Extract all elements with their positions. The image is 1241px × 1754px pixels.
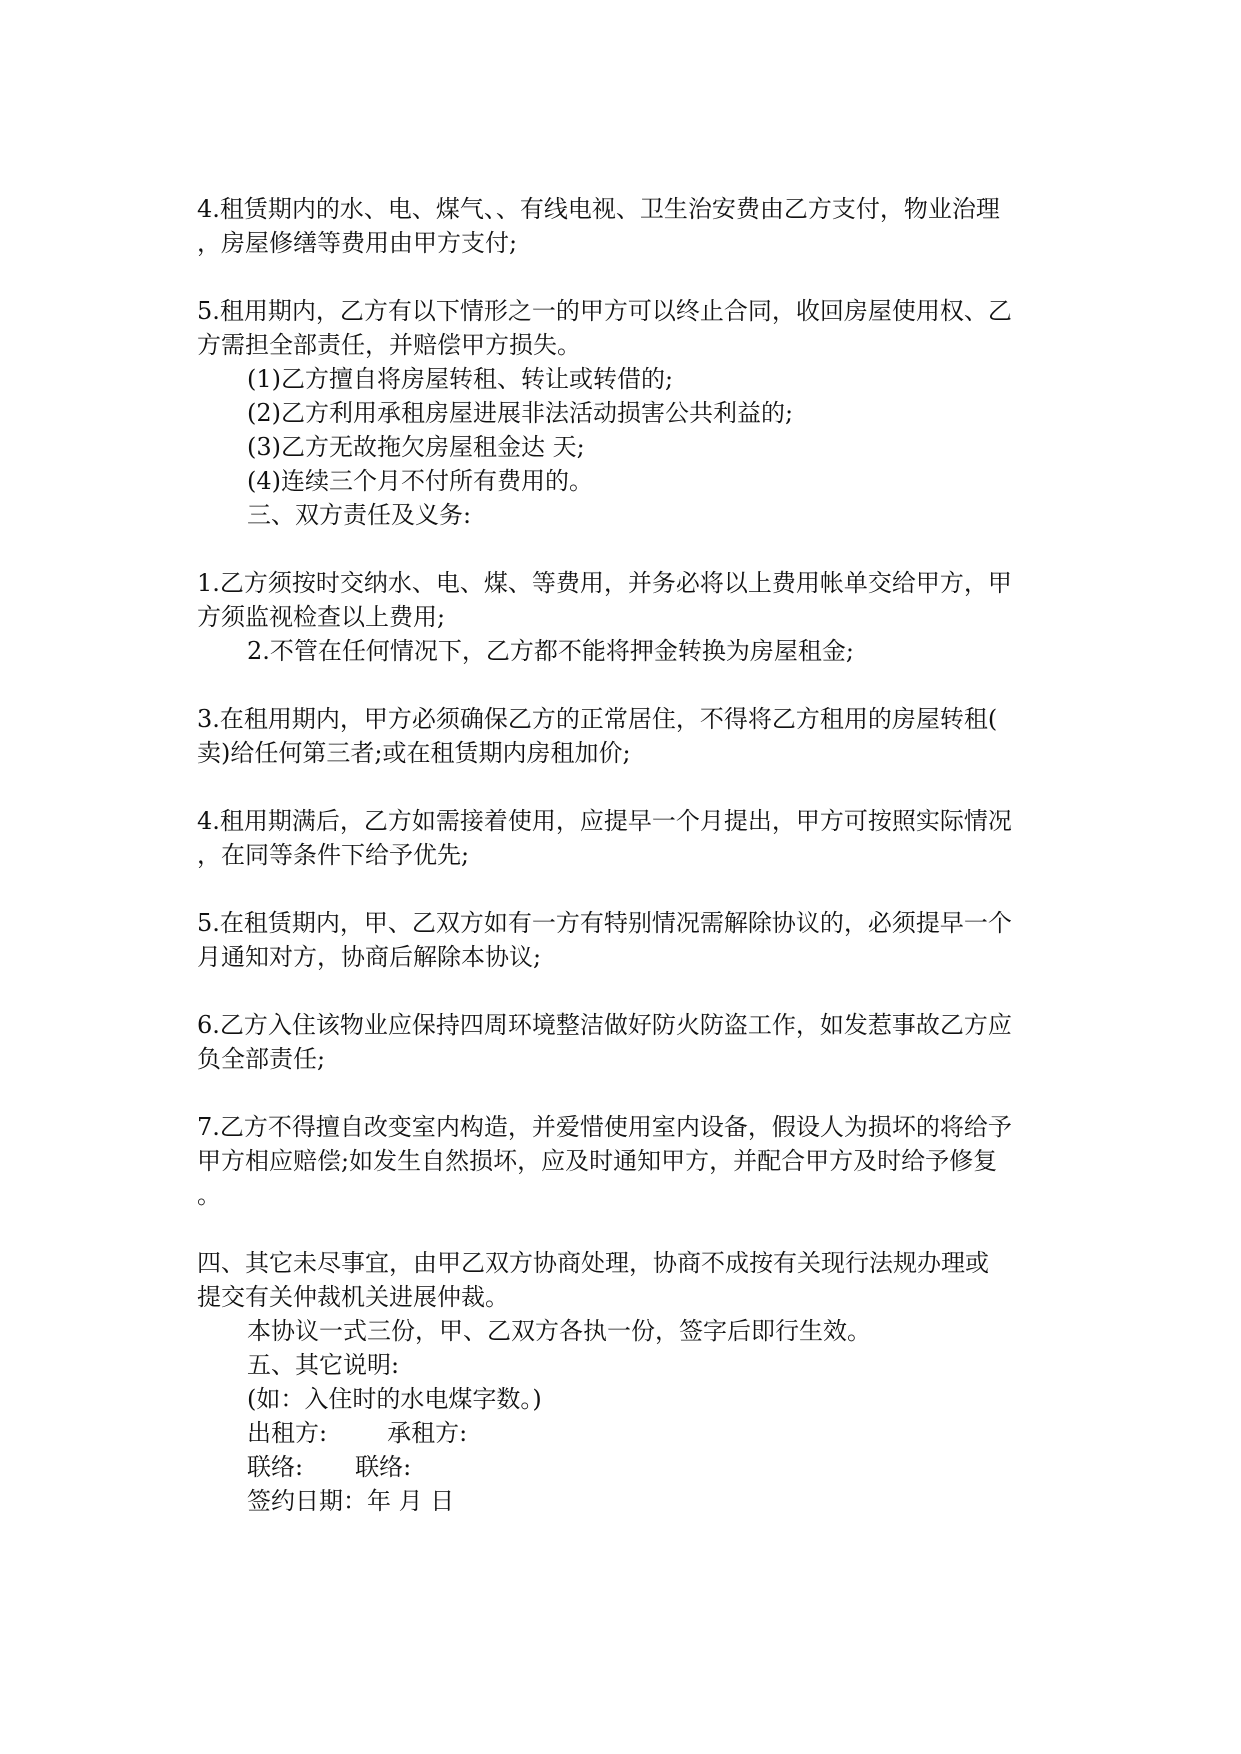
clause-line: ，在同等条件下给予优先; (197, 841, 470, 869)
clause-line: 提交有关仲裁机关进展仲裁。 (197, 1283, 509, 1311)
clause-line: 月通知对方，协商后解除本协议; (197, 943, 542, 971)
duty-1 (197, 566, 1047, 634)
lessor-label: 出租方: (247, 1419, 328, 1447)
list-item: (4)连续三个月不付所有费用的。 (247, 467, 593, 495)
clause-line: 1.乙方须按时交纳水、电、煤、等费用，并务必将以上费用帐单交给甲方，甲 (197, 569, 1012, 597)
closing-block (197, 1314, 1047, 1518)
clause-line: 6.乙方入住该物业应保持四周环境整洁做好防火防盗工作，如发惹事故乙方应 (197, 1011, 1012, 1039)
clause-line: 四、其它未尽事宜，由甲乙双方协商处理，协商不成按有关现行法规办理或 (197, 1249, 989, 1277)
sign-date: 签约日期：年 月 日 (247, 1487, 455, 1515)
signature-parties (247, 1416, 1047, 1450)
clause-5-termination (197, 294, 1047, 362)
clause-line: 卖)给任何第三者;或在租赁期内房租加价; (197, 739, 631, 767)
clause-line: 4.租赁期内的水、电、煤气、、有线电视、卫生治安费由乙方支付，物业治理 (197, 195, 1000, 223)
clause-line: ，房屋修缮等费用由甲方支付; (197, 229, 518, 257)
section-heading: 五、其它说明: (247, 1351, 400, 1379)
termination-items (197, 362, 1047, 532)
utility-note: (如：入住时的水电煤字数。) (247, 1385, 542, 1413)
clause-line: 方须监视检查以上费用; (197, 603, 446, 631)
clause-line: 4.租用期满后，乙方如需接着使用，应提早一个月提出，甲方可按照实际情况 (197, 807, 1012, 835)
duty-4 (197, 804, 1047, 872)
duty-2 (197, 634, 1047, 668)
list-item: (3)乙方无故拖欠房屋租金达 天; (247, 433, 585, 461)
section-heading: 三、双方责任及义务: (247, 501, 472, 529)
duty-7 (197, 1110, 1047, 1212)
section-4 (197, 1246, 1047, 1314)
clause-line: 5.租用期内，乙方有以下情形之一的甲方可以终止合同，收回房屋使用权、乙 (197, 297, 1012, 325)
clause-line: 3.在租用期内，甲方必须确保乙方的正常居住，不得将乙方租用的房屋转租( (197, 705, 998, 733)
duty-3 (197, 702, 1047, 770)
contact-row (247, 1450, 1047, 1484)
contact-label: 联络: (247, 1453, 304, 1481)
duty-5 (197, 906, 1047, 974)
copies-statement: 本协议一式三份，甲、乙双方各执一份，签字后即行生效。 (247, 1317, 871, 1345)
clause-line: 7.乙方不得擅自改变室内构造，并爱惜使用室内设备，假设人为损坏的将给予 (197, 1113, 1012, 1141)
clause-line: 方需担全部责任，并赔偿甲方损失。 (197, 331, 581, 359)
list-item: (1)乙方擅自将房屋转租、转让或转借的; (247, 365, 674, 393)
contact-label: 联络: (355, 1453, 412, 1481)
clause-line: 。 (197, 1181, 221, 1209)
clause-line: 甲方相应赔偿;如发生自然损坏，应及时通知甲方，并配合甲方及时给予修复 (197, 1147, 998, 1175)
clause-line: 5.在租赁期内，甲、乙双方如有一方有特别情况需解除协议的，必须提早一个 (197, 909, 1012, 937)
clause-4-fees (197, 192, 1047, 260)
contract-body (197, 192, 1047, 1518)
list-item: (2)乙方利用承租房屋进展非法活动损害公共利益的; (247, 399, 794, 427)
clause-line: 负全部责任; (197, 1045, 326, 1073)
duty-6 (197, 1008, 1047, 1076)
clause-line: 2.不管在任何情况下，乙方都不能将押金转换为房屋租金; (247, 637, 854, 665)
lessee-label: 承租方: (387, 1419, 468, 1447)
